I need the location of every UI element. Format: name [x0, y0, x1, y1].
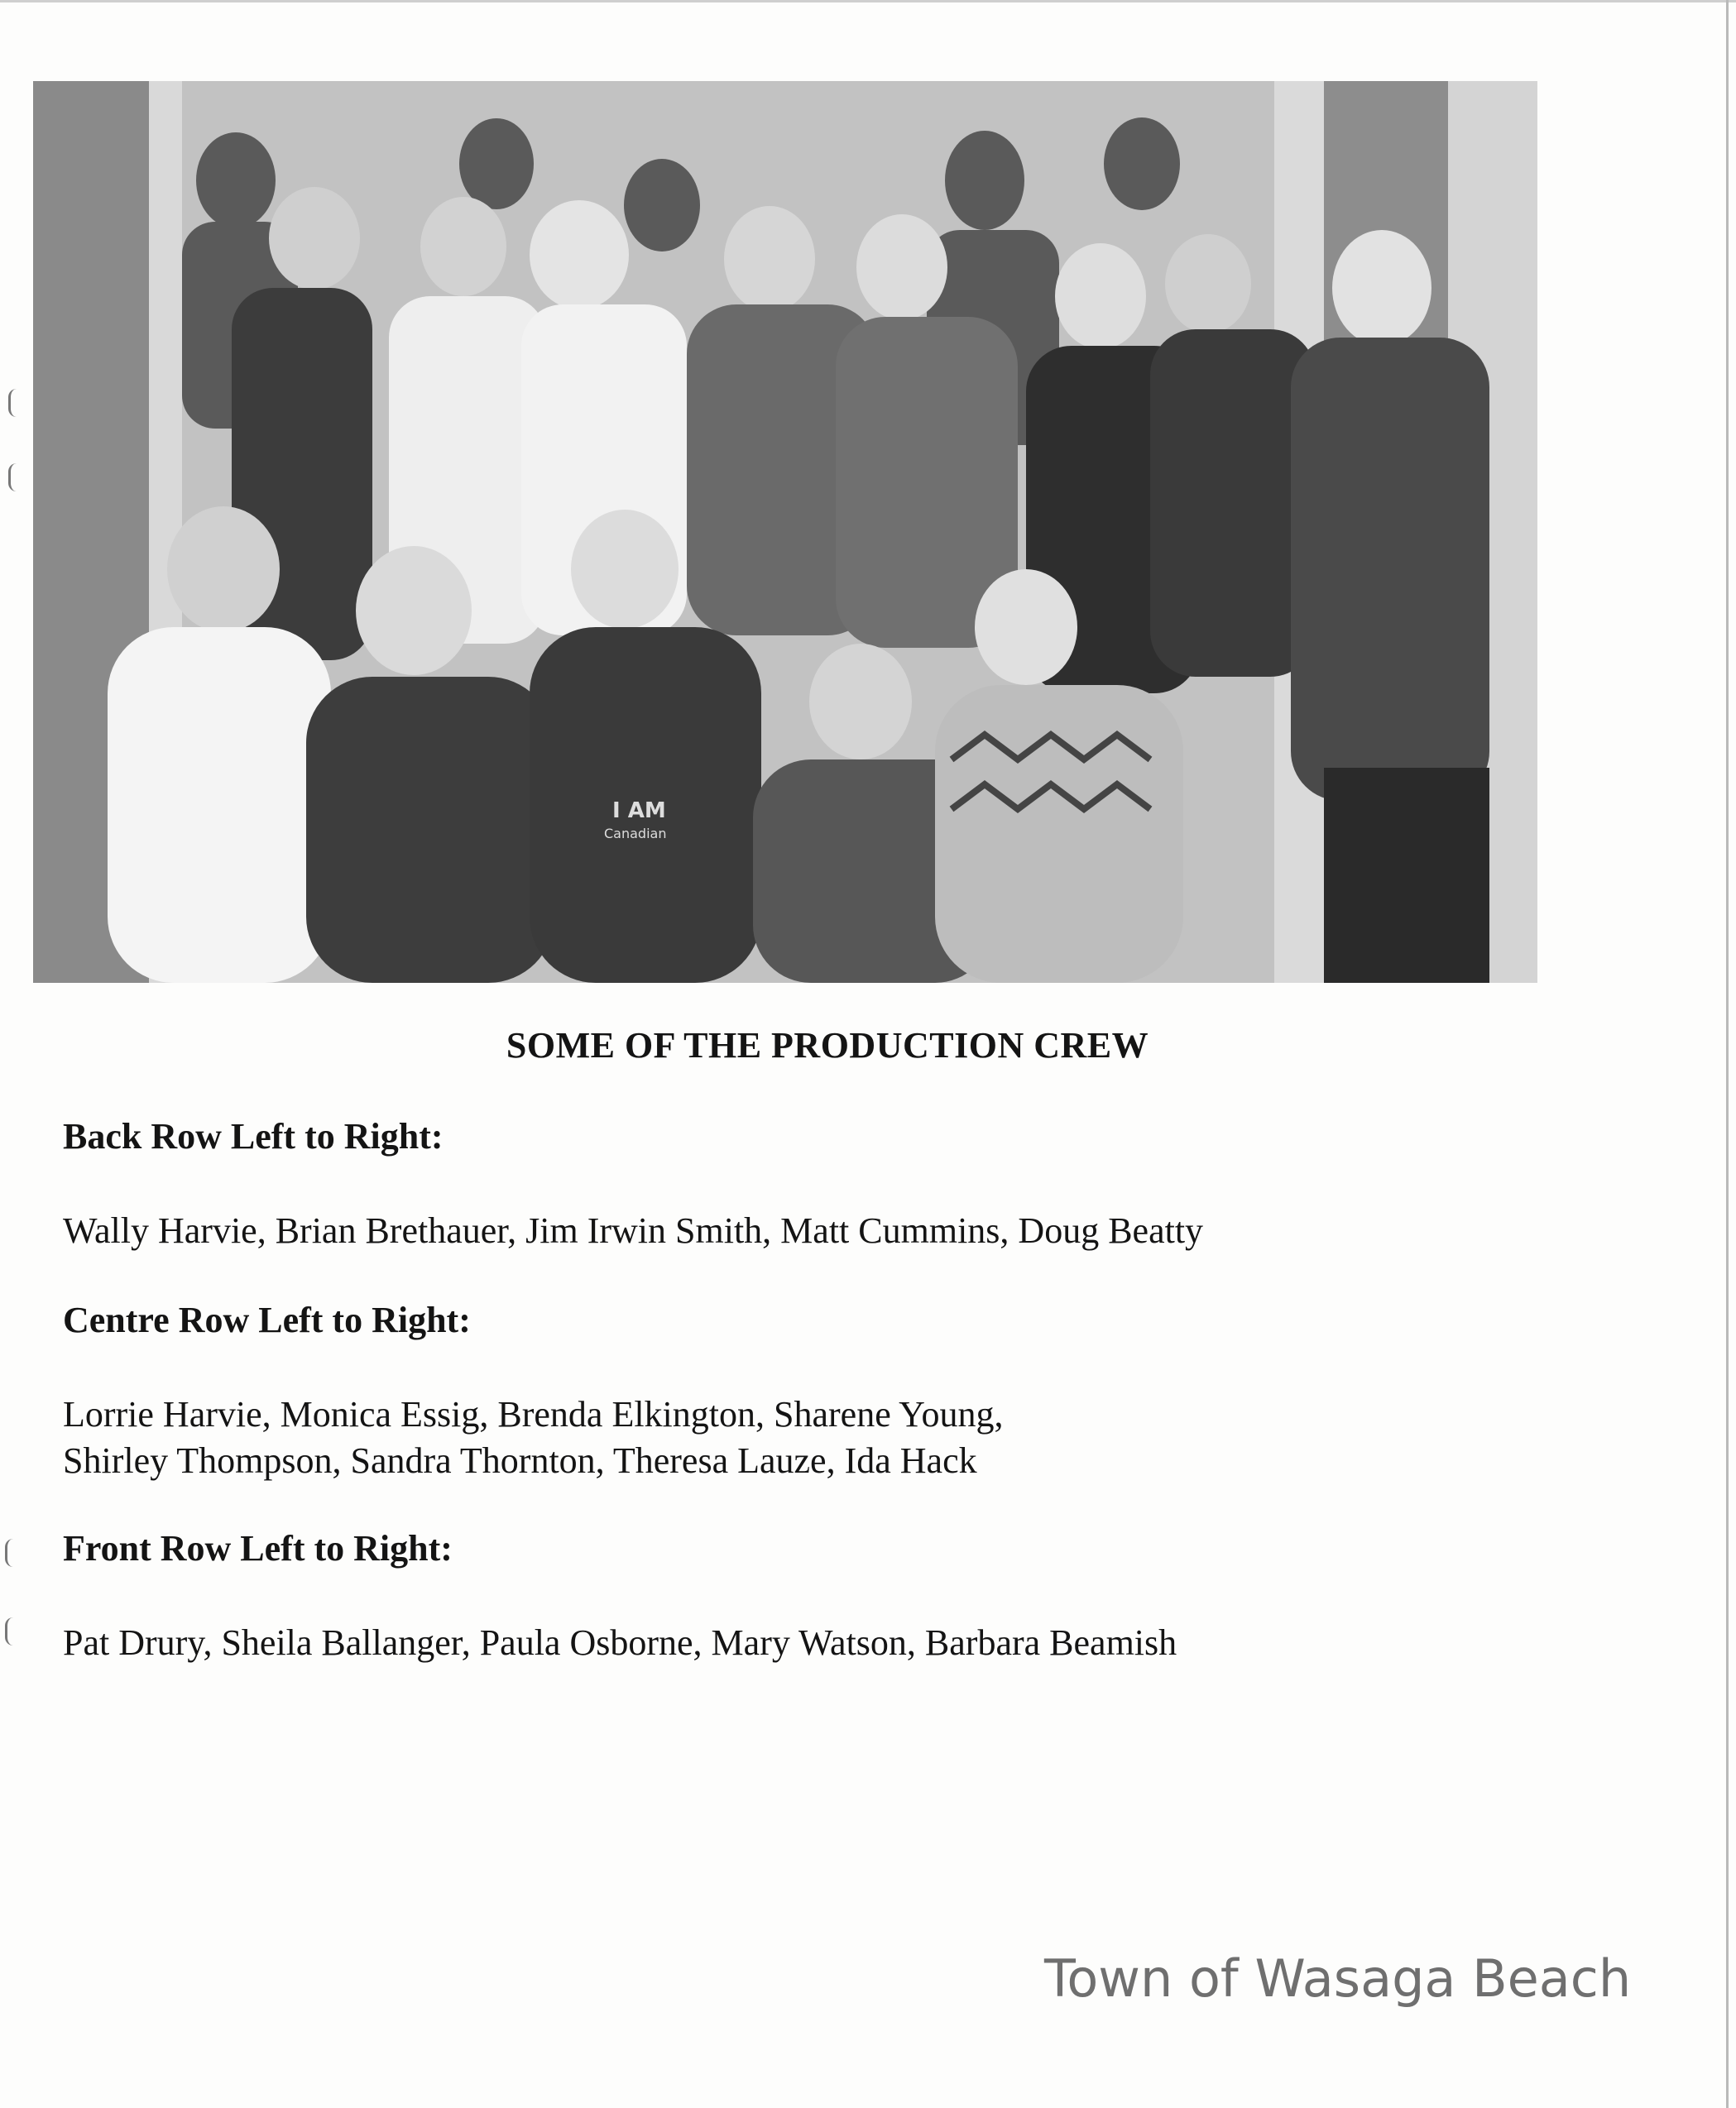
binding-hole-mark [8, 463, 17, 491]
back-row-heading: Back Row Left to Right: [63, 1116, 444, 1157]
back-row-names: Wally Harvie, Brian Brethauer, Jim Irwin Smith, Matt Cummins, Doug Beatty [63, 1210, 1204, 1251]
shirt-text-2: Canadian [604, 826, 667, 841]
binding-hole-mark [5, 1539, 14, 1567]
watermark-text: Town of Wasaga Beach [1044, 1948, 1632, 2009]
binding-hole-mark [5, 1617, 14, 1646]
centre-row-heading: Centre Row Left to Right: [63, 1300, 471, 1340]
front-row-heading: Front Row Left to Right: [63, 1528, 453, 1569]
binding-hole-mark [8, 389, 17, 417]
centre-row-names-line1: Lorrie Harvie, Monica Essig, Brenda Elkington, Sharene Young, [63, 1394, 1004, 1435]
centre-row-names-line2: Shirley Thompson, Sandra Thornton, Theresa Lauze, Ida Hack [63, 1440, 977, 1481]
group-photo [33, 81, 1537, 983]
caption-title: SOME OF THE PRODUCTION CREW [506, 1025, 1149, 1066]
page-top-edge [0, 0, 1736, 2]
shirt-text-1: I AM [612, 798, 666, 823]
front-row-names: Pat Drury, Sheila Ballanger, Paula Osborne, Mary Watson, Barbara Beamish [63, 1622, 1177, 1663]
page-right-edge [1726, 0, 1729, 2108]
